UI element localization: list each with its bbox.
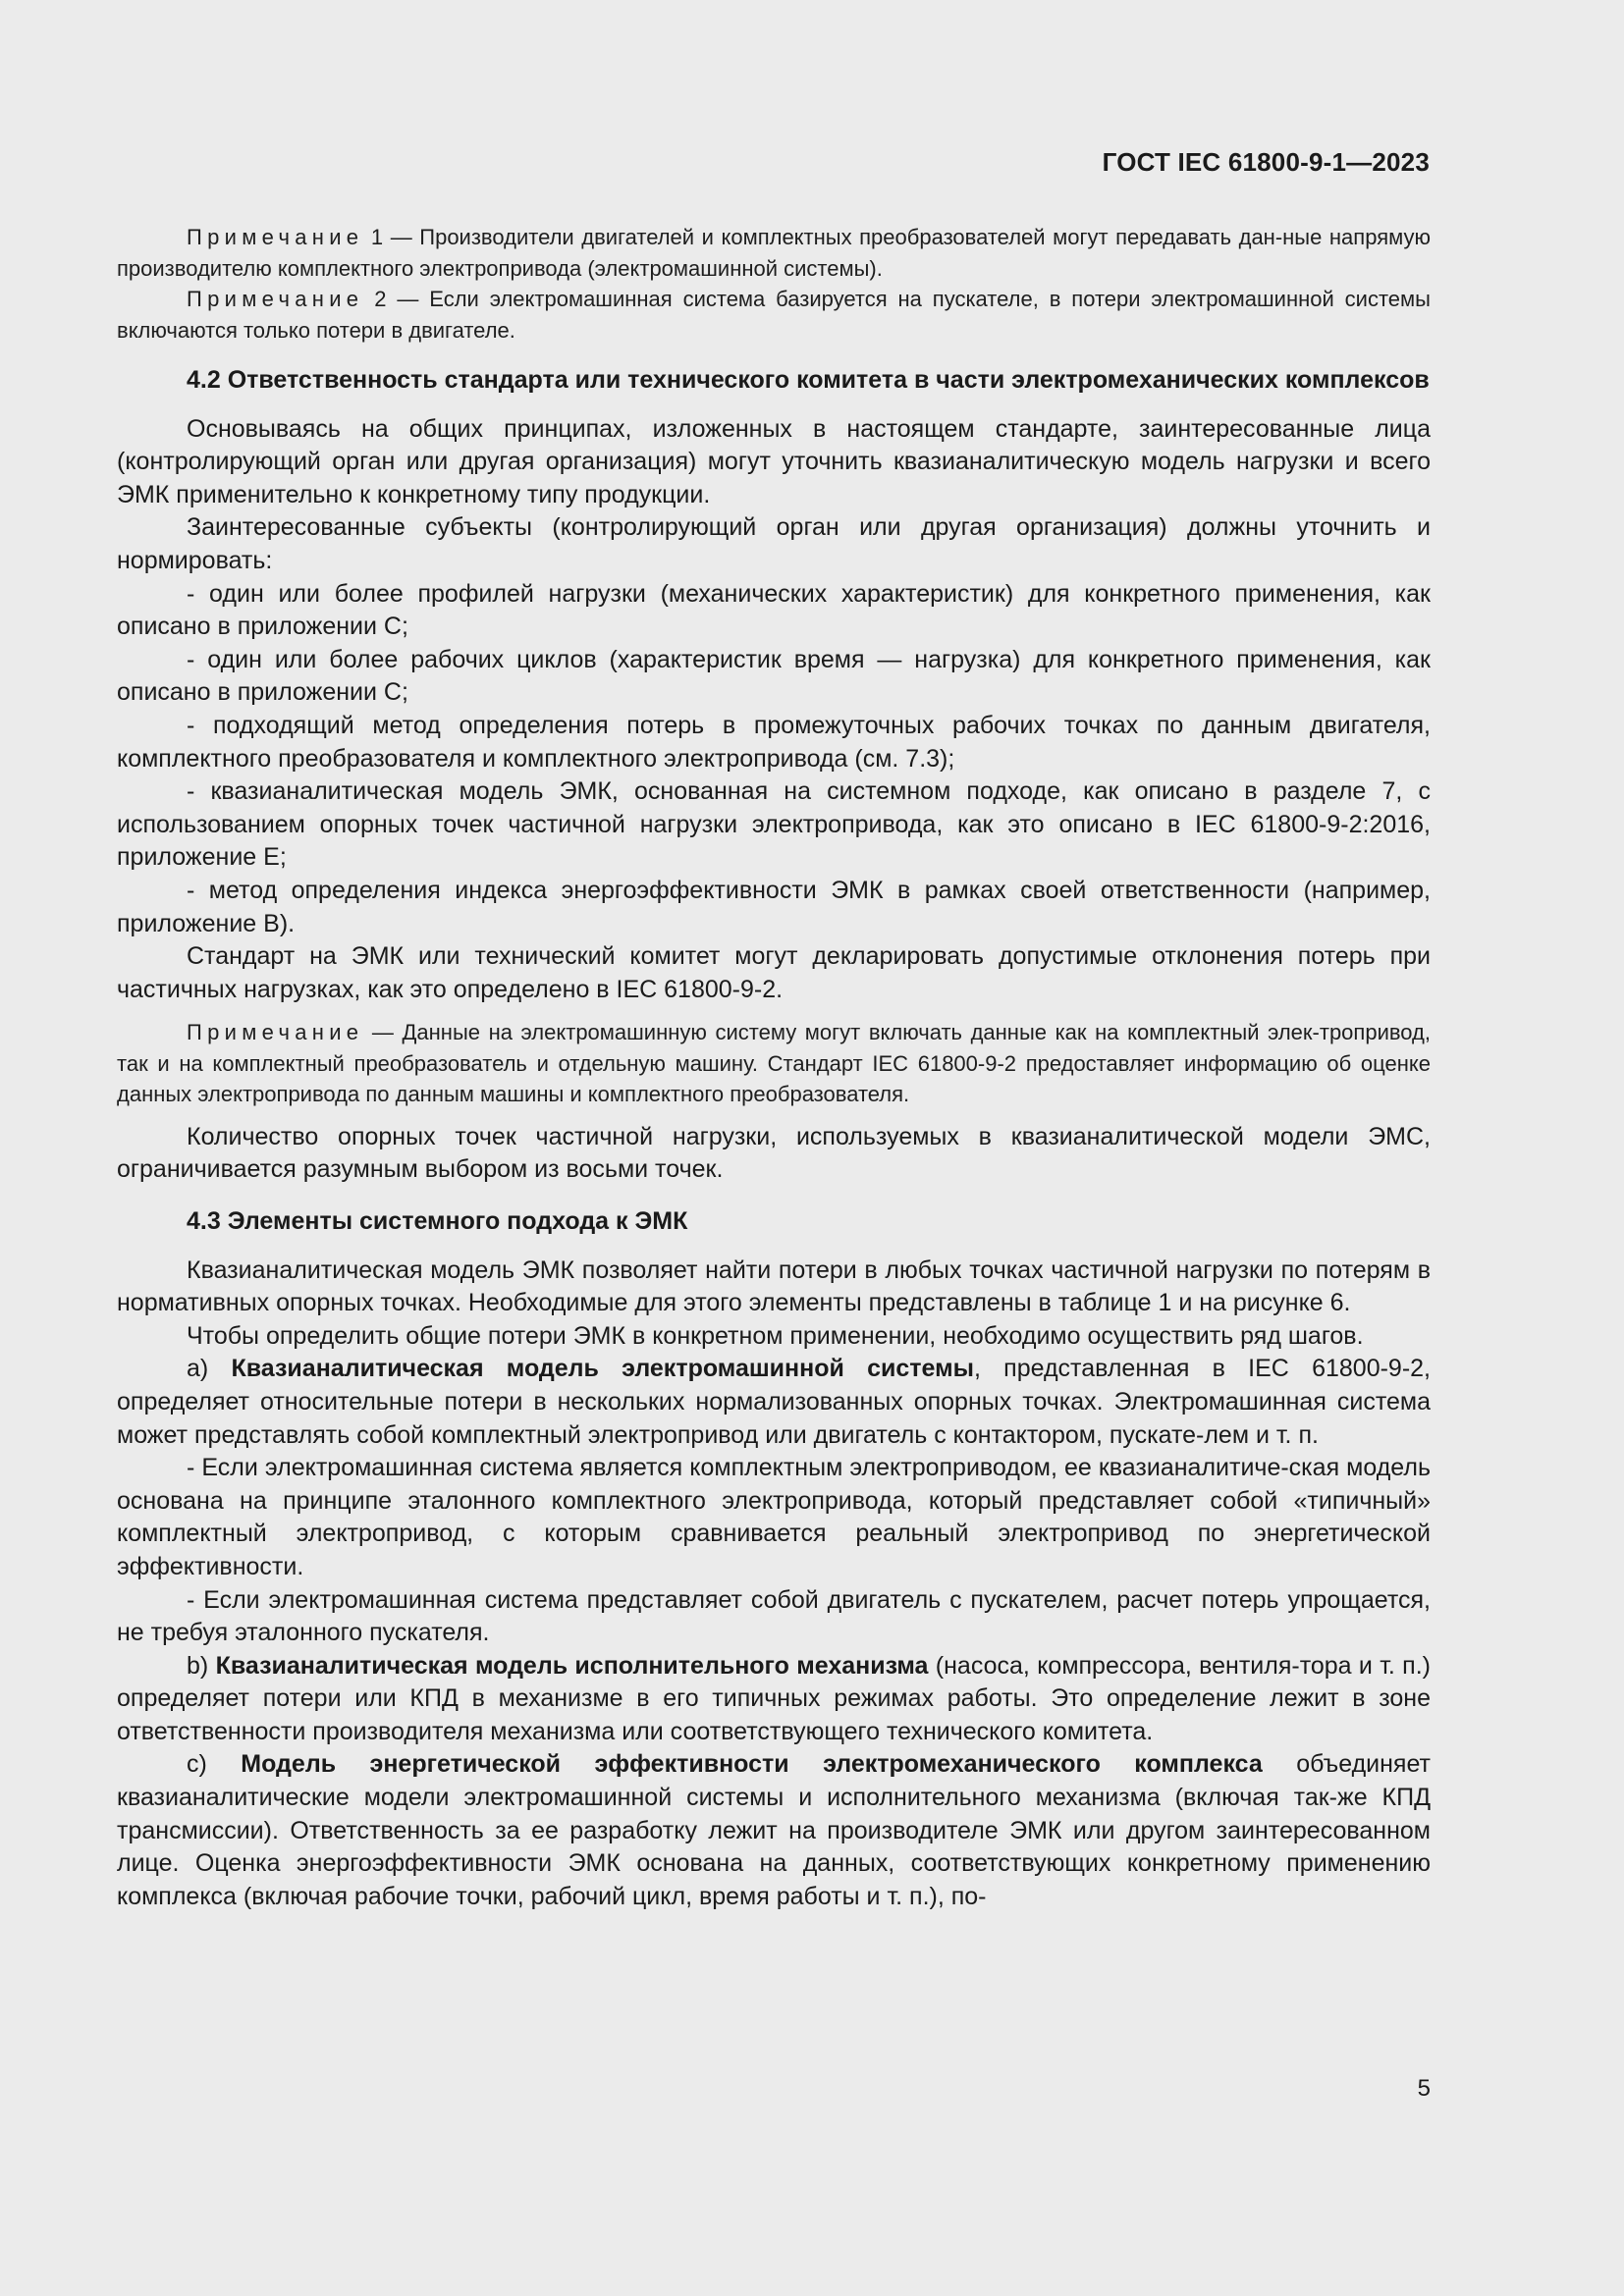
- page-content: [117, 222, 1431, 1913]
- list-item: - один или более рабочих циклов (характеристик время — нагрузка) для конкретного применения, как описано в приложении С;: [117, 645, 1431, 707]
- item-c-prefix: c): [187, 1750, 242, 1779]
- section-4-2-title: 4.2 Ответственность стандарта или технического комитета в части электромеханических комплексов: [187, 366, 1430, 394]
- document-number-header: ГОСТ IEC 61800-9-1—2023: [1102, 147, 1430, 177]
- note-3-text: — Данные на электромашинную систему могут включать данные как на комплектный элек-тропривод, так и на комплектный преобразователь и отдельную машину. Стандарт IEC 61800-9-2 предоставляет информацию об оценке данных электропривода по данным машины и комплектного преобразователя.: [117, 1020, 1431, 1107]
- section-4-2-paragraph-1: Основываясь на общих принципах, изложенных в настоящем стандарте, заинтересованные лица (контролирующий орган или другая организация) могут уточнить квазианалитическую модель нагрузки и всего ЭМК применительно к конкретному типу продукции.: [117, 414, 1431, 508]
- note-3-label: Примечание: [187, 1020, 364, 1045]
- section-4-3-paragraph-2: Чтобы определить общие потери ЭМК в конкретном применении, необходимо осуществить ряд шагов.: [187, 1321, 1364, 1350]
- item-c: [117, 1748, 1431, 1913]
- note-2-label: Примечание: [187, 287, 364, 311]
- note-1: [117, 222, 1431, 284]
- note-2-number: 2: [374, 287, 387, 311]
- item-b-text: (насоса, компрессора, вентиля-тора и т. п.) определяет потери или КПД в механизме в его типичных режимах работы. Это определение лежит в зоне ответственности производителя механизма или соответствующего технического комитета.: [117, 1651, 1431, 1745]
- section-4-2-paragraph-3: Стандарт на ЭМК или технический комитет могут декларировать допустимые отклонения потерь при частичных нагрузках, как это определено в IEC 61800-9-2.: [117, 942, 1431, 1003]
- list-item: - метод определения индекса энергоэффективности ЭМК в рамках своей ответственности (например, приложение В).: [117, 876, 1431, 937]
- item-c-term: Модель энергетической эффективности электромеханического комплекса: [241, 1750, 1263, 1779]
- section-4-2-paragraph-2: Заинтересованные субъекты (контролирующий орган или другая организация) должны уточнить и нормировать:: [117, 513, 1431, 574]
- item-b-term: Квазианалитическая модель исполнительного механизма: [215, 1651, 929, 1680]
- item-a-sub-2: - Если электромашинная система представляет собой двигатель с пускателем, расчет потерь упрощается, не требуя эталонного пускателя.: [117, 1585, 1431, 1647]
- item-a-text: , представленная в IEC 61800-9-2, определяет относительные потери в нескольких нормализованных опорных точках. Электромашинная система может представлять собой комплектный электропривод или двигатель с контактором, пускате-лем и т. п.: [117, 1355, 1431, 1449]
- section-4-3-paragraph-1: Квазианалитическая модель ЭМК позволяет найти потери в любых точках частичной нагрузки по потерям в нормативных опорных точках. Необходимые для этого элементы представлены в таблице 1 и на рисунке 6.: [117, 1255, 1431, 1317]
- item-b-prefix: b): [187, 1651, 216, 1680]
- section-4-3-title: 4.3 Элементы системного подхода к ЭМК: [187, 1206, 688, 1235]
- item-c-text: объединяет квазианалитические модели электромашинной системы и исполнительного механизма (включая так-же КПД трансмиссии). Ответственность за ее разработку лежит на производителе ЭМК или другом заинтересованном лице. Оценка энергоэффективности ЭМК основана на данных, соответствующих конкретному применению комплекса (включая рабочие точки, рабочий цикл, время работы и т. п.), по-: [117, 1750, 1431, 1910]
- note-2-text: — Если электромашинная система базируется на пускателе, в потери электромашинной системы включаются только потери в двигателе.: [117, 287, 1431, 343]
- item-a-term: Квазианалитическая модель электромашинной системы: [231, 1355, 974, 1383]
- list-item: - квазианалитическая модель ЭМК, основанная на системном подходе, как описано в разделе 7, с использованием опорных точек частичной нагрузки электропривода, как это описано в IEC 61800-9-2:2016, приложение Е;: [117, 777, 1431, 872]
- note-2: [117, 284, 1431, 346]
- note-1-label: Примечание: [187, 225, 364, 249]
- item-a-sub-1: - Если электромашинная система является комплектным электроприводом, ее квазианалитиче-ская модель основана на принципе эталонного комплектного электропривода, который представляет собой «типичный» комплектный электропривод, с которым сравнивается реальный электропривод по энергетической эффективности.: [117, 1454, 1431, 1580]
- page-number: 5: [1417, 2075, 1431, 2102]
- list-item: - один или более профилей нагрузки (механических характеристик) для конкретного применения, как описано в приложении С;: [117, 579, 1431, 641]
- list-item: - подходящий метод определения потерь в промежуточных рабочих точках по данным двигателя, комплектного преобразователя и комплектного электропривода (см. 7.3);: [117, 711, 1431, 773]
- note-3: [117, 1017, 1431, 1110]
- item-a: [117, 1353, 1431, 1452]
- item-a-prefix: a): [187, 1355, 232, 1383]
- item-b: [117, 1650, 1431, 1749]
- note-1-text: — Производители двигателей и комплектных преобразователей могут передавать дан-ные напрямую производителю комплектного электропривода (электромашинной системы).: [117, 225, 1431, 281]
- section-4-2-paragraph-4: Количество опорных точек частичной нагрузки, используемых в квазианалитической модели ЭМС, ограничивается разумным выбором из восьми точек.: [117, 1122, 1431, 1184]
- note-1-number: 1: [370, 225, 384, 249]
